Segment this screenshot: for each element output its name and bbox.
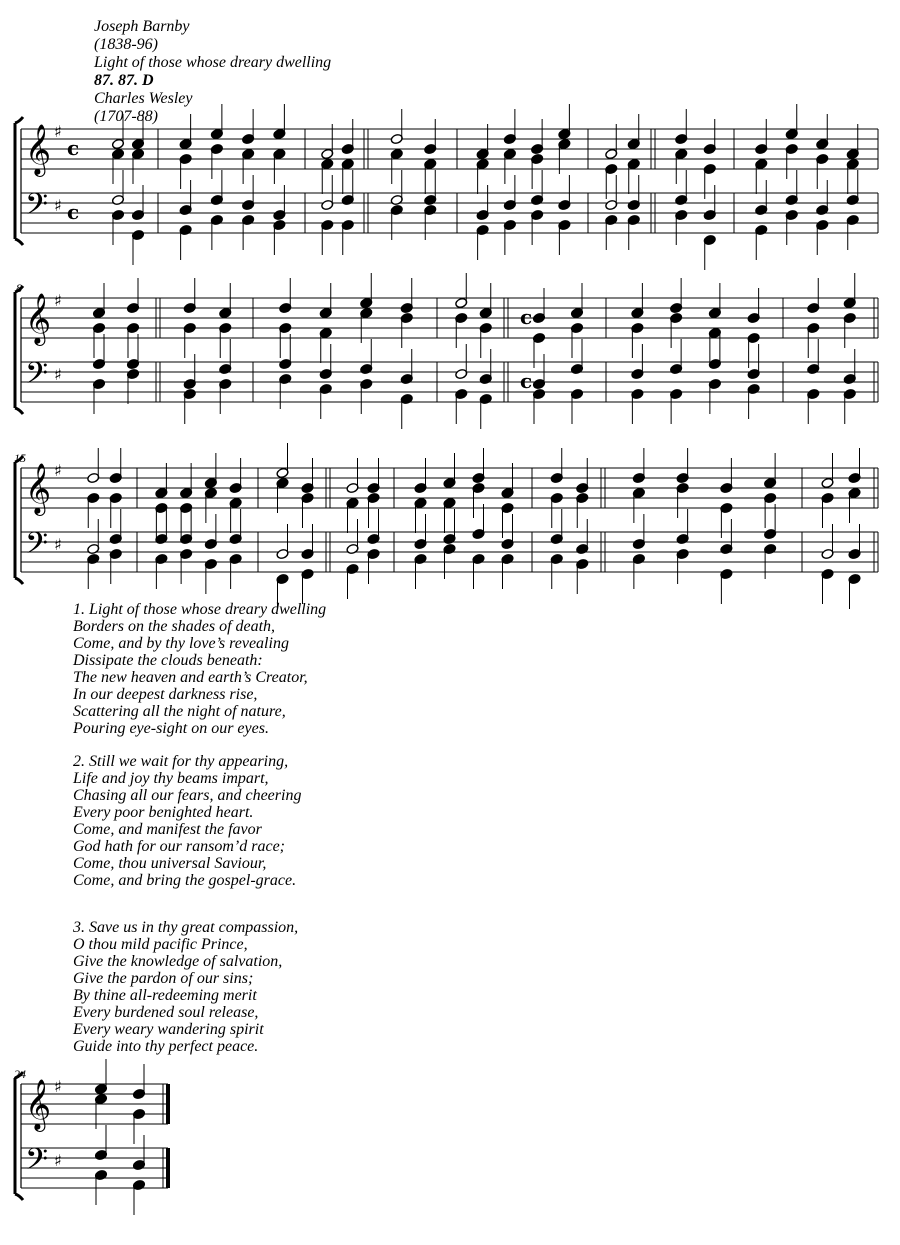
- measure-number: 15: [14, 451, 26, 465]
- system-bracket: [15, 117, 23, 245]
- system-bracket: [15, 286, 23, 414]
- common-time-icon: c: [67, 200, 80, 224]
- sharp-icon: ♯: [54, 365, 62, 384]
- bass-clef-icon: 𝄢: [25, 1143, 49, 1184]
- verse-line: Come, and by thy love’s revealing: [73, 635, 289, 652]
- system-bracket: [15, 456, 23, 584]
- final-barline: [166, 1148, 170, 1188]
- author-dates: (1707-88): [94, 108, 158, 125]
- verse-line: Come, and manifest the favor: [73, 821, 262, 838]
- common-time-icon: c: [520, 305, 533, 329]
- verse-line: Come, and bring the gospel-grace.: [73, 872, 297, 889]
- verse-1: [73, 601, 326, 737]
- author: Charles Wesley: [94, 90, 193, 107]
- verse-line: God hath for our ransom’d race;: [73, 838, 285, 855]
- measure-number: 8: [16, 281, 22, 295]
- verse-line: 3. Save us in thy great compassion,: [73, 919, 299, 936]
- verse-line: By thine all-redeeming merit: [73, 987, 257, 1004]
- verse-line: Borders on the shades of death,: [73, 618, 276, 635]
- verse-line: 1. Light of those whose dreary dwelling: [73, 601, 327, 618]
- treble-clef-icon: 𝄞: [25, 463, 52, 514]
- sharp-icon: ♯: [54, 1151, 62, 1170]
- verse-line: In our deepest darkness rise,: [73, 686, 258, 703]
- treble-clef-icon: 𝄞: [25, 124, 52, 175]
- bass-clef-icon: 𝄢: [25, 527, 49, 568]
- sharp-icon: ♯: [54, 535, 62, 554]
- verse-3: [73, 919, 298, 1055]
- sharp-icon: ♯: [54, 196, 62, 215]
- common-time-icon: c: [520, 369, 533, 393]
- treble-clef-icon: 𝄞: [25, 293, 52, 344]
- bass-clef-icon: 𝄢: [25, 188, 49, 229]
- sharp-icon: ♯: [54, 461, 62, 480]
- verse-line: Life and joy thy beams impart,: [73, 770, 269, 787]
- sharp-icon: ♯: [54, 1077, 62, 1096]
- sharp-icon: ♯: [54, 291, 62, 310]
- verse-line: Give the knowledge of salvation,: [73, 953, 283, 970]
- verse-line: Scattering all the night of nature,: [73, 703, 286, 720]
- verse-line: Every poor benighted heart.: [73, 804, 254, 821]
- system-bracket: [15, 1072, 23, 1200]
- final-barline: [166, 1084, 170, 1124]
- treble-clef-icon: 𝄞: [25, 1079, 52, 1130]
- common-time-icon: c: [67, 136, 80, 160]
- composer-dates: (1838-96): [94, 36, 158, 53]
- verse-line: The new heaven and earth’s Creator,: [73, 669, 308, 686]
- verse-line: Every weary wandering spirit: [73, 1021, 264, 1038]
- verse-line: Every burdened soul release,: [73, 1004, 259, 1021]
- measure-number: 24: [14, 1067, 26, 1081]
- verse-line: Come, thou universal Saviour,: [73, 855, 267, 872]
- meter: 87. 87. D: [94, 72, 154, 89]
- verse-line: Dissipate the clouds beneath:: [73, 652, 263, 669]
- verse-line: O thou mild pacific Prince,: [73, 936, 248, 953]
- verse-line: Chasing all our fears, and cheering: [73, 787, 302, 804]
- verse-line: Guide into thy perfect peace.: [73, 1038, 259, 1055]
- sharp-icon: ♯: [54, 122, 62, 141]
- hymn-title: Light of those whose dreary dwelling: [94, 54, 332, 71]
- verse-line: Give the pardon of our sins;: [73, 970, 254, 987]
- verse-line: 2. Still we wait for thy appearing,: [73, 753, 289, 770]
- bass-clef-icon: 𝄢: [25, 357, 49, 398]
- verse-line: Pouring eye-sight on our eyes.: [73, 720, 269, 737]
- verse-2: [73, 753, 301, 889]
- composer: Joseph Barnby: [94, 18, 190, 35]
